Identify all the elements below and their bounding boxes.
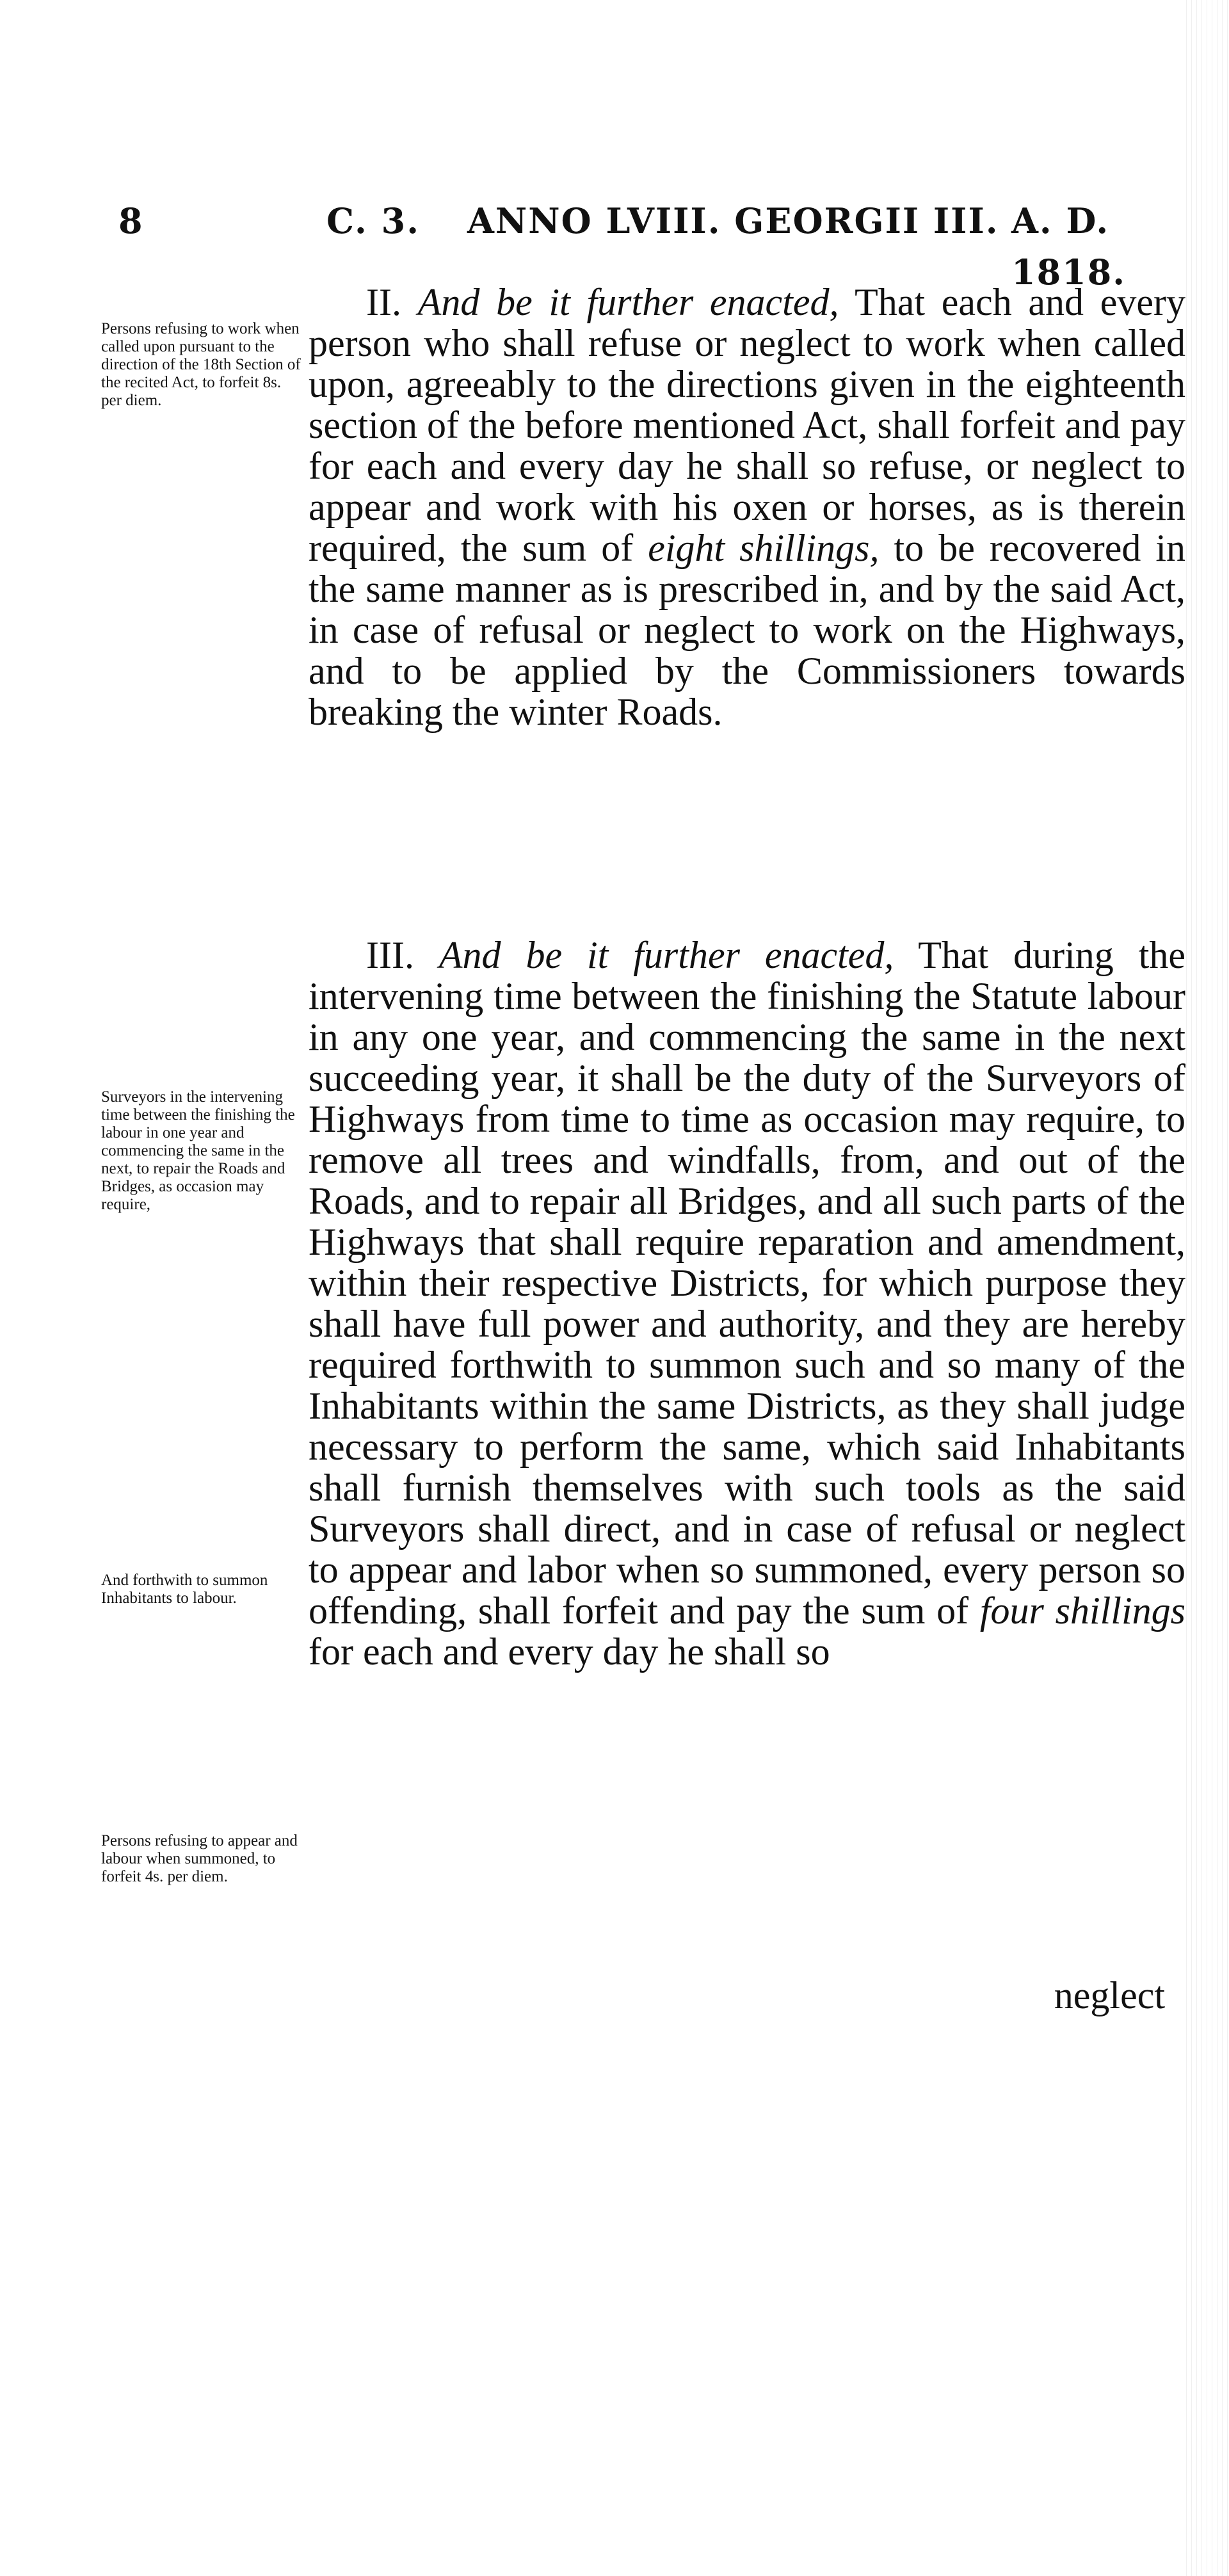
margin-note-refusing-work: Persons refusing to work when called upon pursuant to the direction of the 18th Section of the recited Act, to forfeit 8s. per diem. — [101, 320, 301, 409]
margin-note-surveyors-repair: Surveyors in the intervening time between the finishing the labour in one year and commencing the same in the next, to repair the Roads and Bridges, as occasion may require, — [101, 1088, 295, 1213]
section-3-paragraph — [309, 935, 1185, 1672]
section-2-text-b: to be recovered in the same manner as is prescribed in, and by the said Act, in case of refusal or neglect to work on the Highways, and to be applied by the Commissioners towards breaking the winter Roads. — [309, 527, 1185, 733]
catchword: neglect — [1054, 1974, 1165, 2017]
section-3-text-b: for each and every day he shall so — [309, 1630, 830, 1673]
section-3-text-a: That during the intervening time between the finishing the Statute labour in any one year, and commencing the same in the next succeeding year, it shall be the duty of the Surveyors of Highways from time to time as occasion may require, to remove all trees and windfalls, from, and out of the Roads, and to repair all Bridges, and all such parts of the Highways that shall require reparation and amendment, within their respective Districts, for which purpose they shall have full power and authority, and they are hereby required forthwith to summon such and so many of the Inhabitants within the same Districts, as they shall judge necessary to perform the same, which said Inhabitants shall furnish themselves with such tools as the said Surveyors shall direct, and in case of refusal or neglect to appear and labor when so summoned, every person so offending, shall forfeit and pay the sum of — [309, 934, 1186, 1632]
section-2-paragraph — [309, 282, 1185, 732]
section-2-text-a: That each and every person who shall refuse or neglect to work when called upon, agreeably to the directions given in the eighteenth section of the before mentioned Act, shall forfeit and pay for each and every day he shall so refuse, or neglect to appear and work with his oxen or horses, as is therein required, the sum of — [309, 281, 1186, 569]
section-2-number: II. — [366, 281, 401, 323]
page-edge-scan-artifact — [1184, 0, 1229, 2576]
margin-note-summon-inhabitants: And forthwith to summon Inhabitants to labour. — [101, 1572, 268, 1607]
reign-label: ANNO LVIII. GEORGII III. — [467, 200, 999, 241]
page-number: 8 — [118, 200, 144, 241]
section-3-penalty-amount: four shillings — [979, 1590, 1185, 1632]
running-header — [109, 195, 1191, 293]
year-label: A. D. 1818. — [1011, 200, 1127, 293]
section-3-number: III. — [366, 934, 414, 976]
margin-note-refusing-labour: Persons refusing to appear and labour when summoned, to forfeit 4s. per diem. — [101, 1832, 298, 1885]
section-2-enacting-clause: And be it further enacted, — [417, 281, 839, 323]
section-2-penalty-amount: eight shillings, — [648, 527, 880, 569]
section-3-enacting-clause: And be it further enacted, — [438, 934, 894, 976]
chapter-label: C. 3. — [326, 200, 421, 241]
